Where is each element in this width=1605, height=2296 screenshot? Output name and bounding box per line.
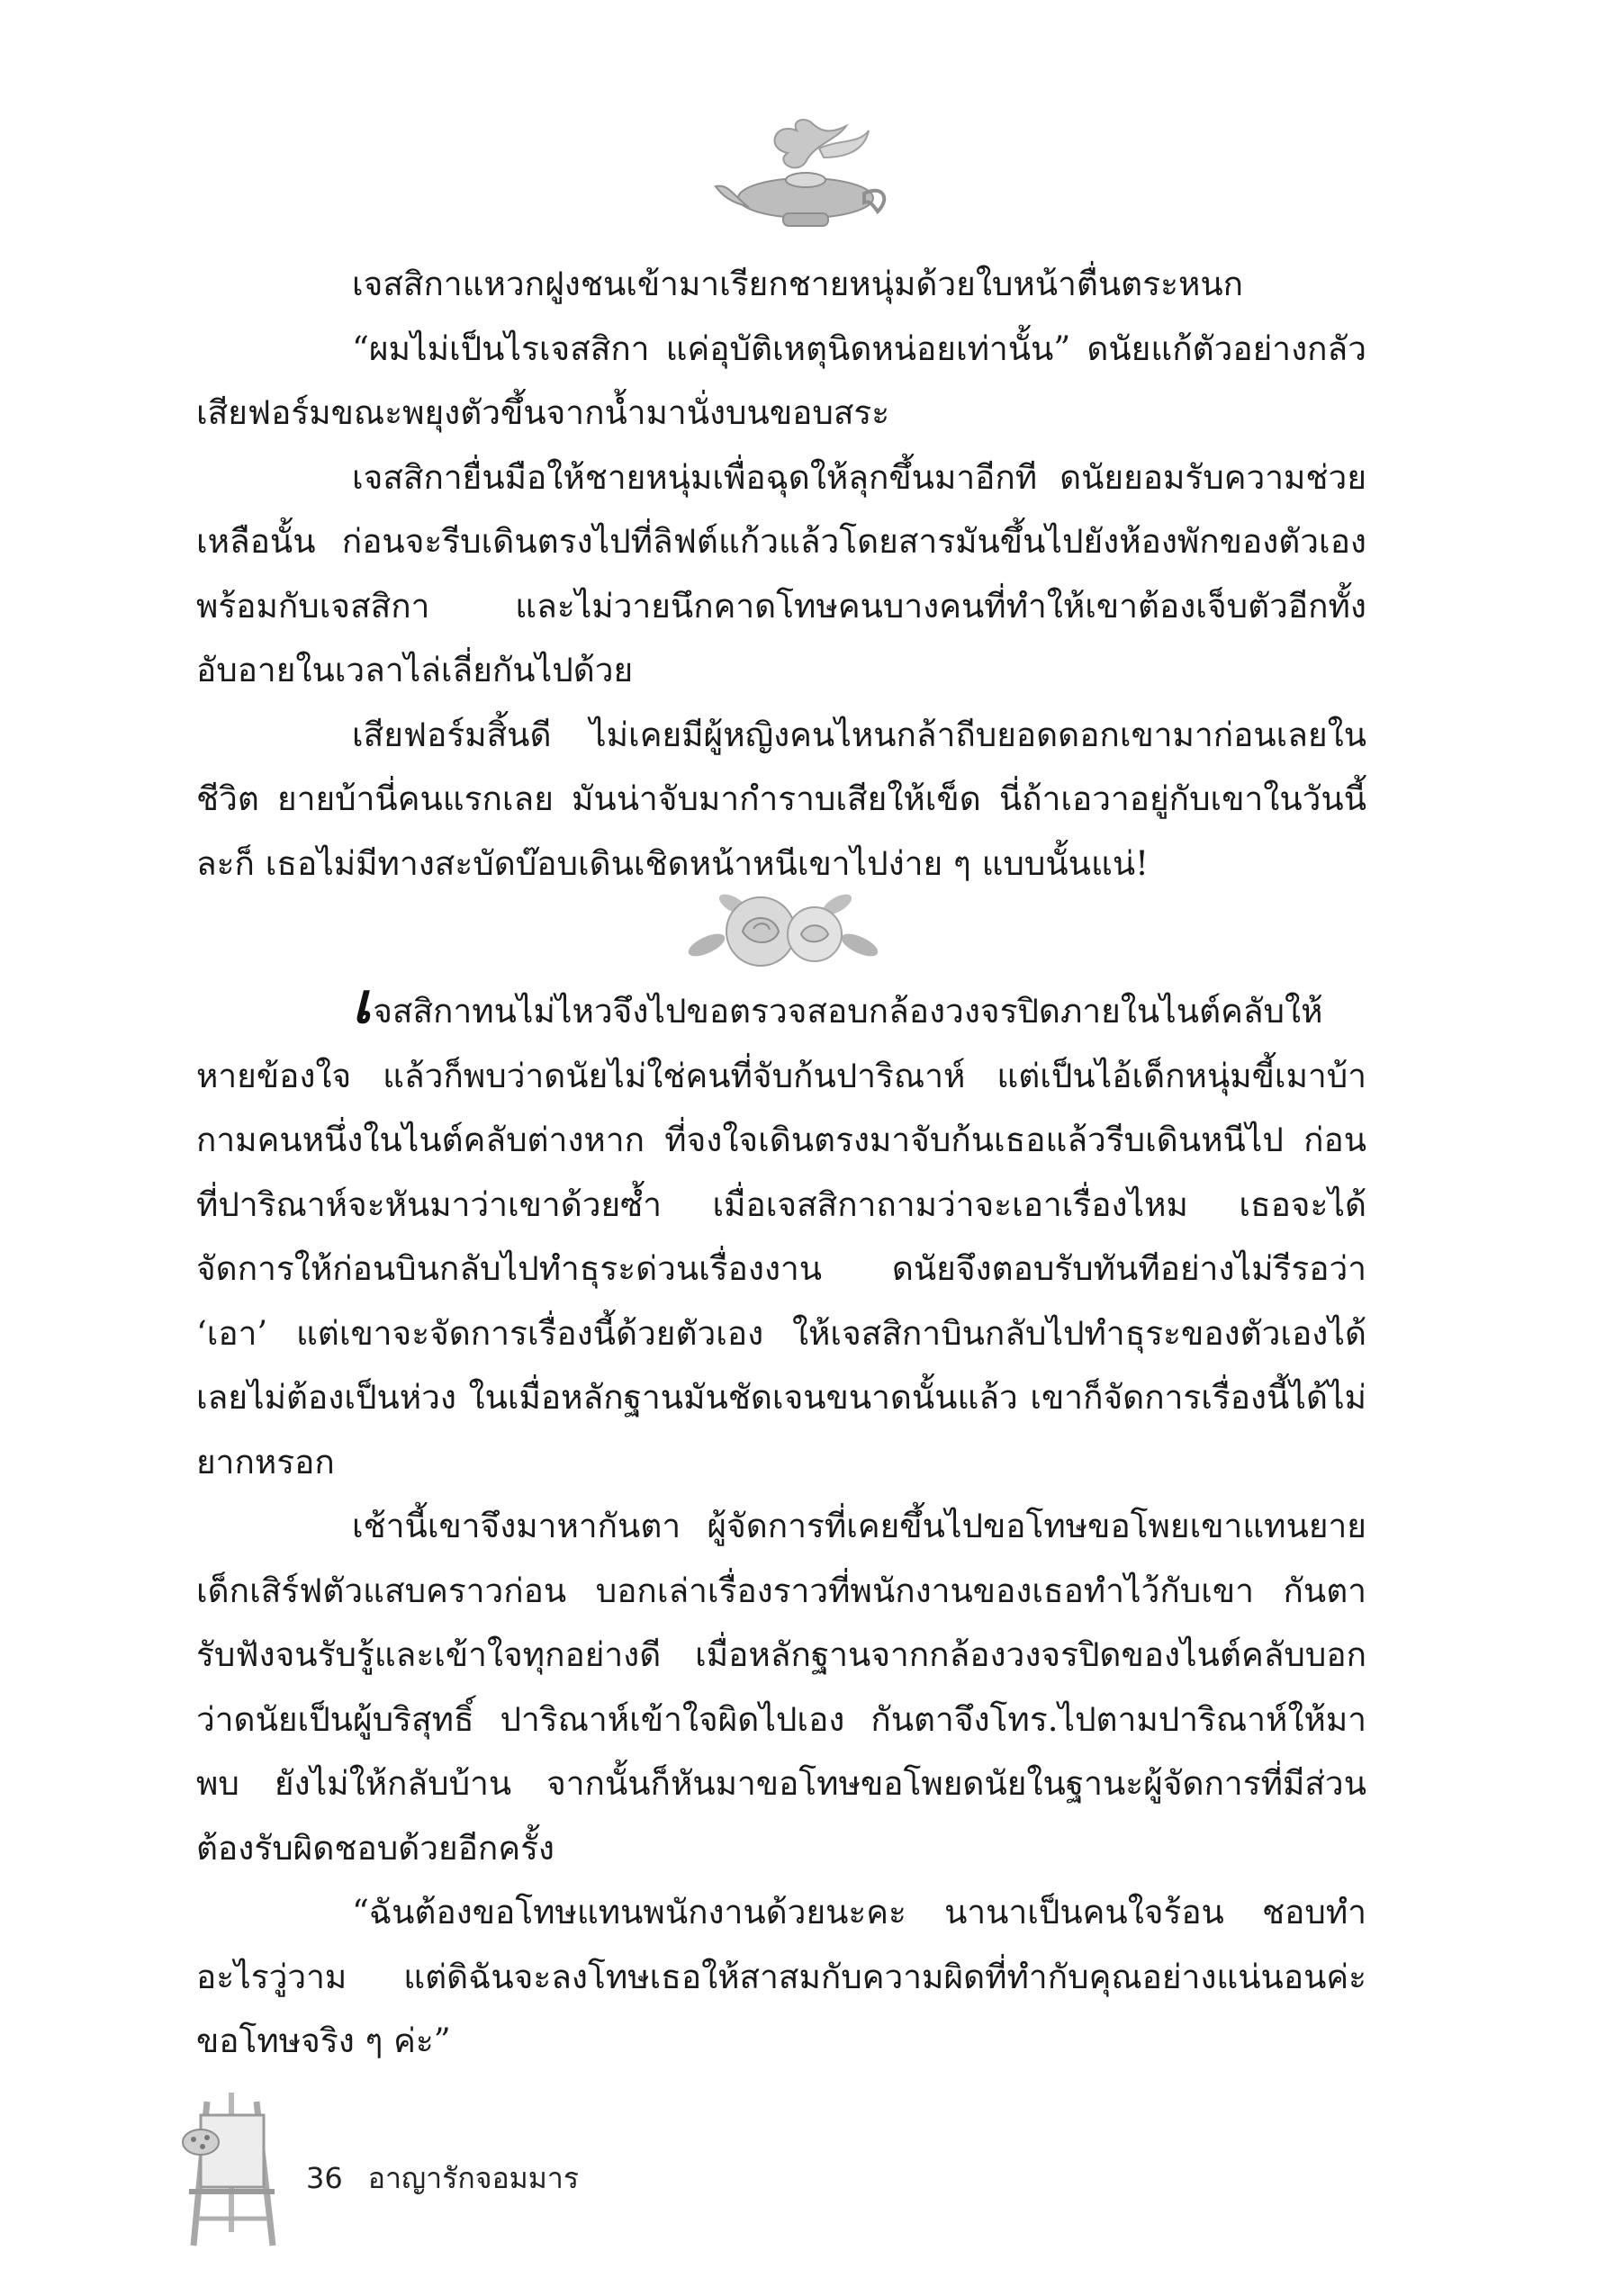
paragraph: เจสสิกาแหวกฝูงชนเข้ามาเรียกชายหนุ่มด้วยใบหน้าตื่นตระหนก xyxy=(352,265,1244,303)
paragraph: เช้านี้เขาจึงมาหากันตา ผู้จัดการที่เคยขึ้นไปขอโทษขอโพยเขาแทนยายเด็กเสิร์ฟตัวแสบคราวก่อน บอกเล่าเรื่องราวที่พนักงานของเธอทำไว้กับเขา กันตารับฟังจนรับรู้และเข้าใจทุกอย่างดี เมื่อหลักฐานจากกล้องวงจรปิดของไนต์คลับบอกว่าดนัยเป็นผู้บริสุทธิ์ ปาริณาห์เข้าใจผิดไปเอง กันตาจึงโทร.ไปตามปาริณาห์ให้มาพบ ยังไม่ให้กลับบ้าน จากนั้นก็หันมาขอโทษขอโพยดนัยในฐานะผู้จัดการที่มีส่วนต้องรับผิดชอบด้วยอีกครั้ง xyxy=(196,1507,1366,1868)
book-title: อาญารักจอมมาร xyxy=(367,2161,580,2195)
rose-ornament-icon xyxy=(680,882,887,977)
page-number: 36 xyxy=(306,2161,343,2195)
easel-icon xyxy=(176,2084,288,2250)
paragraph: “ผมไม่เป็นไรเจสสิกา แค่อุบัติเหตุนิดหน่อยเท่านั้น” ดนัยแก้ตัวอย่างกลัวเสียฟอร์มขณะพยุงตัวขึ้นจากน้ำมานั่งบนขอบสระ xyxy=(196,329,1366,432)
drop-cap: เ xyxy=(352,970,372,1036)
lamp-ornament-icon xyxy=(711,113,900,239)
section-2 xyxy=(196,970,1366,2074)
paragraph: เสียฟอร์มสิ้นดี ไม่เคยมีผู้หญิงคนไหนกล้าถีบยอดดอกเขามาก่อนเลยในชีวิต ยายบ้านี่คนแรกเลย มันน่าจับมากำราบเสียให้เข็ด นี่ถ้าเอวาอยู่กับเขาในวันนี้ละก็ เธอไม่มีทางสะบัดบ๊อบเดินเชิดหน้าหนีเขาไปง่าย ๆ แบบนั้นแน่! xyxy=(196,715,1366,883)
paragraph: เจสสิกายื่นมือให้ชายหนุ่มเพื่อฉุดให้ลุกขึ้นมาอีกที ดนัยยอมรับความช่วยเหลือนั้น ก่อนจะรีบเดินตรงไปที่ลิฟต์แก้วแล้วโดยสารมันขึ้นไปยังห้องพักของตัวเองพร้อมกับเจสสิกา และไม่วายนึกคาดโทษคนบางคนที่ทำให้เขาต้องเจ็บตัวอีกทั้งอับอายในเวลาไล่เลี่ยกันไปด้วย xyxy=(196,457,1366,689)
paragraph xyxy=(196,970,1366,1494)
paragraph-text: จสสิกาทนไม่ไหวจึงไปขอตรวจสอบกล้องวงจรปิดภายในไนต์คลับให้หายข้องใจ แล้วก็พบว่าดนัยไม่ใช่คนที่จับก้นปาริณาห์ แต่เป็นไอ้เด็กหนุ่มขี้เมาบ้ากามคนหนึ่งในไนต์คลับต่างหาก ที่จงใจเดินตรงมาจับก้นเธอแล้วรีบเดินหนีไป ก่อนที่ปาริณาห์จะหันมาว่าเขาด้วยซ้ำ เมื่อเจสสิกาถามว่าจะเอาเรื่องไหม เธอจะได้จัดการให้ก่อนบินกลับไปทำธุระด่วนเรื่องงาน ดนัยจึงตอบรับทันทีอย่างไม่รีรอว่า ‘เอา’ แต่เขาจะจัดการเรื่องนี้ด้วยตัวเอง ให้เจสสิกาบินกลับไปทำธุระของตัวเองได้เลยไม่ต้องเป็นห่วง ในเมื่อหลักฐานมันชัดเจนขนาดนั้นแล้ว เขาก็จัดการเรื่องนี้ได้ไม่ยากหรอก xyxy=(196,992,1366,1481)
page-footer xyxy=(306,2156,579,2201)
paragraph: “ฉันต้องขอโทษแทนพนักงานด้วยนะคะ นานาเป็นคนใจร้อน ชอบทำอะไรวู่วาม แต่ดิฉันจะลงโทษเธอให้สาสมกับความผิดที่ทำกับคุณอย่างแน่นอนค่ะ ขอโทษจริง ๆ ค่ะ” xyxy=(196,1893,1366,2060)
section-1 xyxy=(196,252,1366,896)
